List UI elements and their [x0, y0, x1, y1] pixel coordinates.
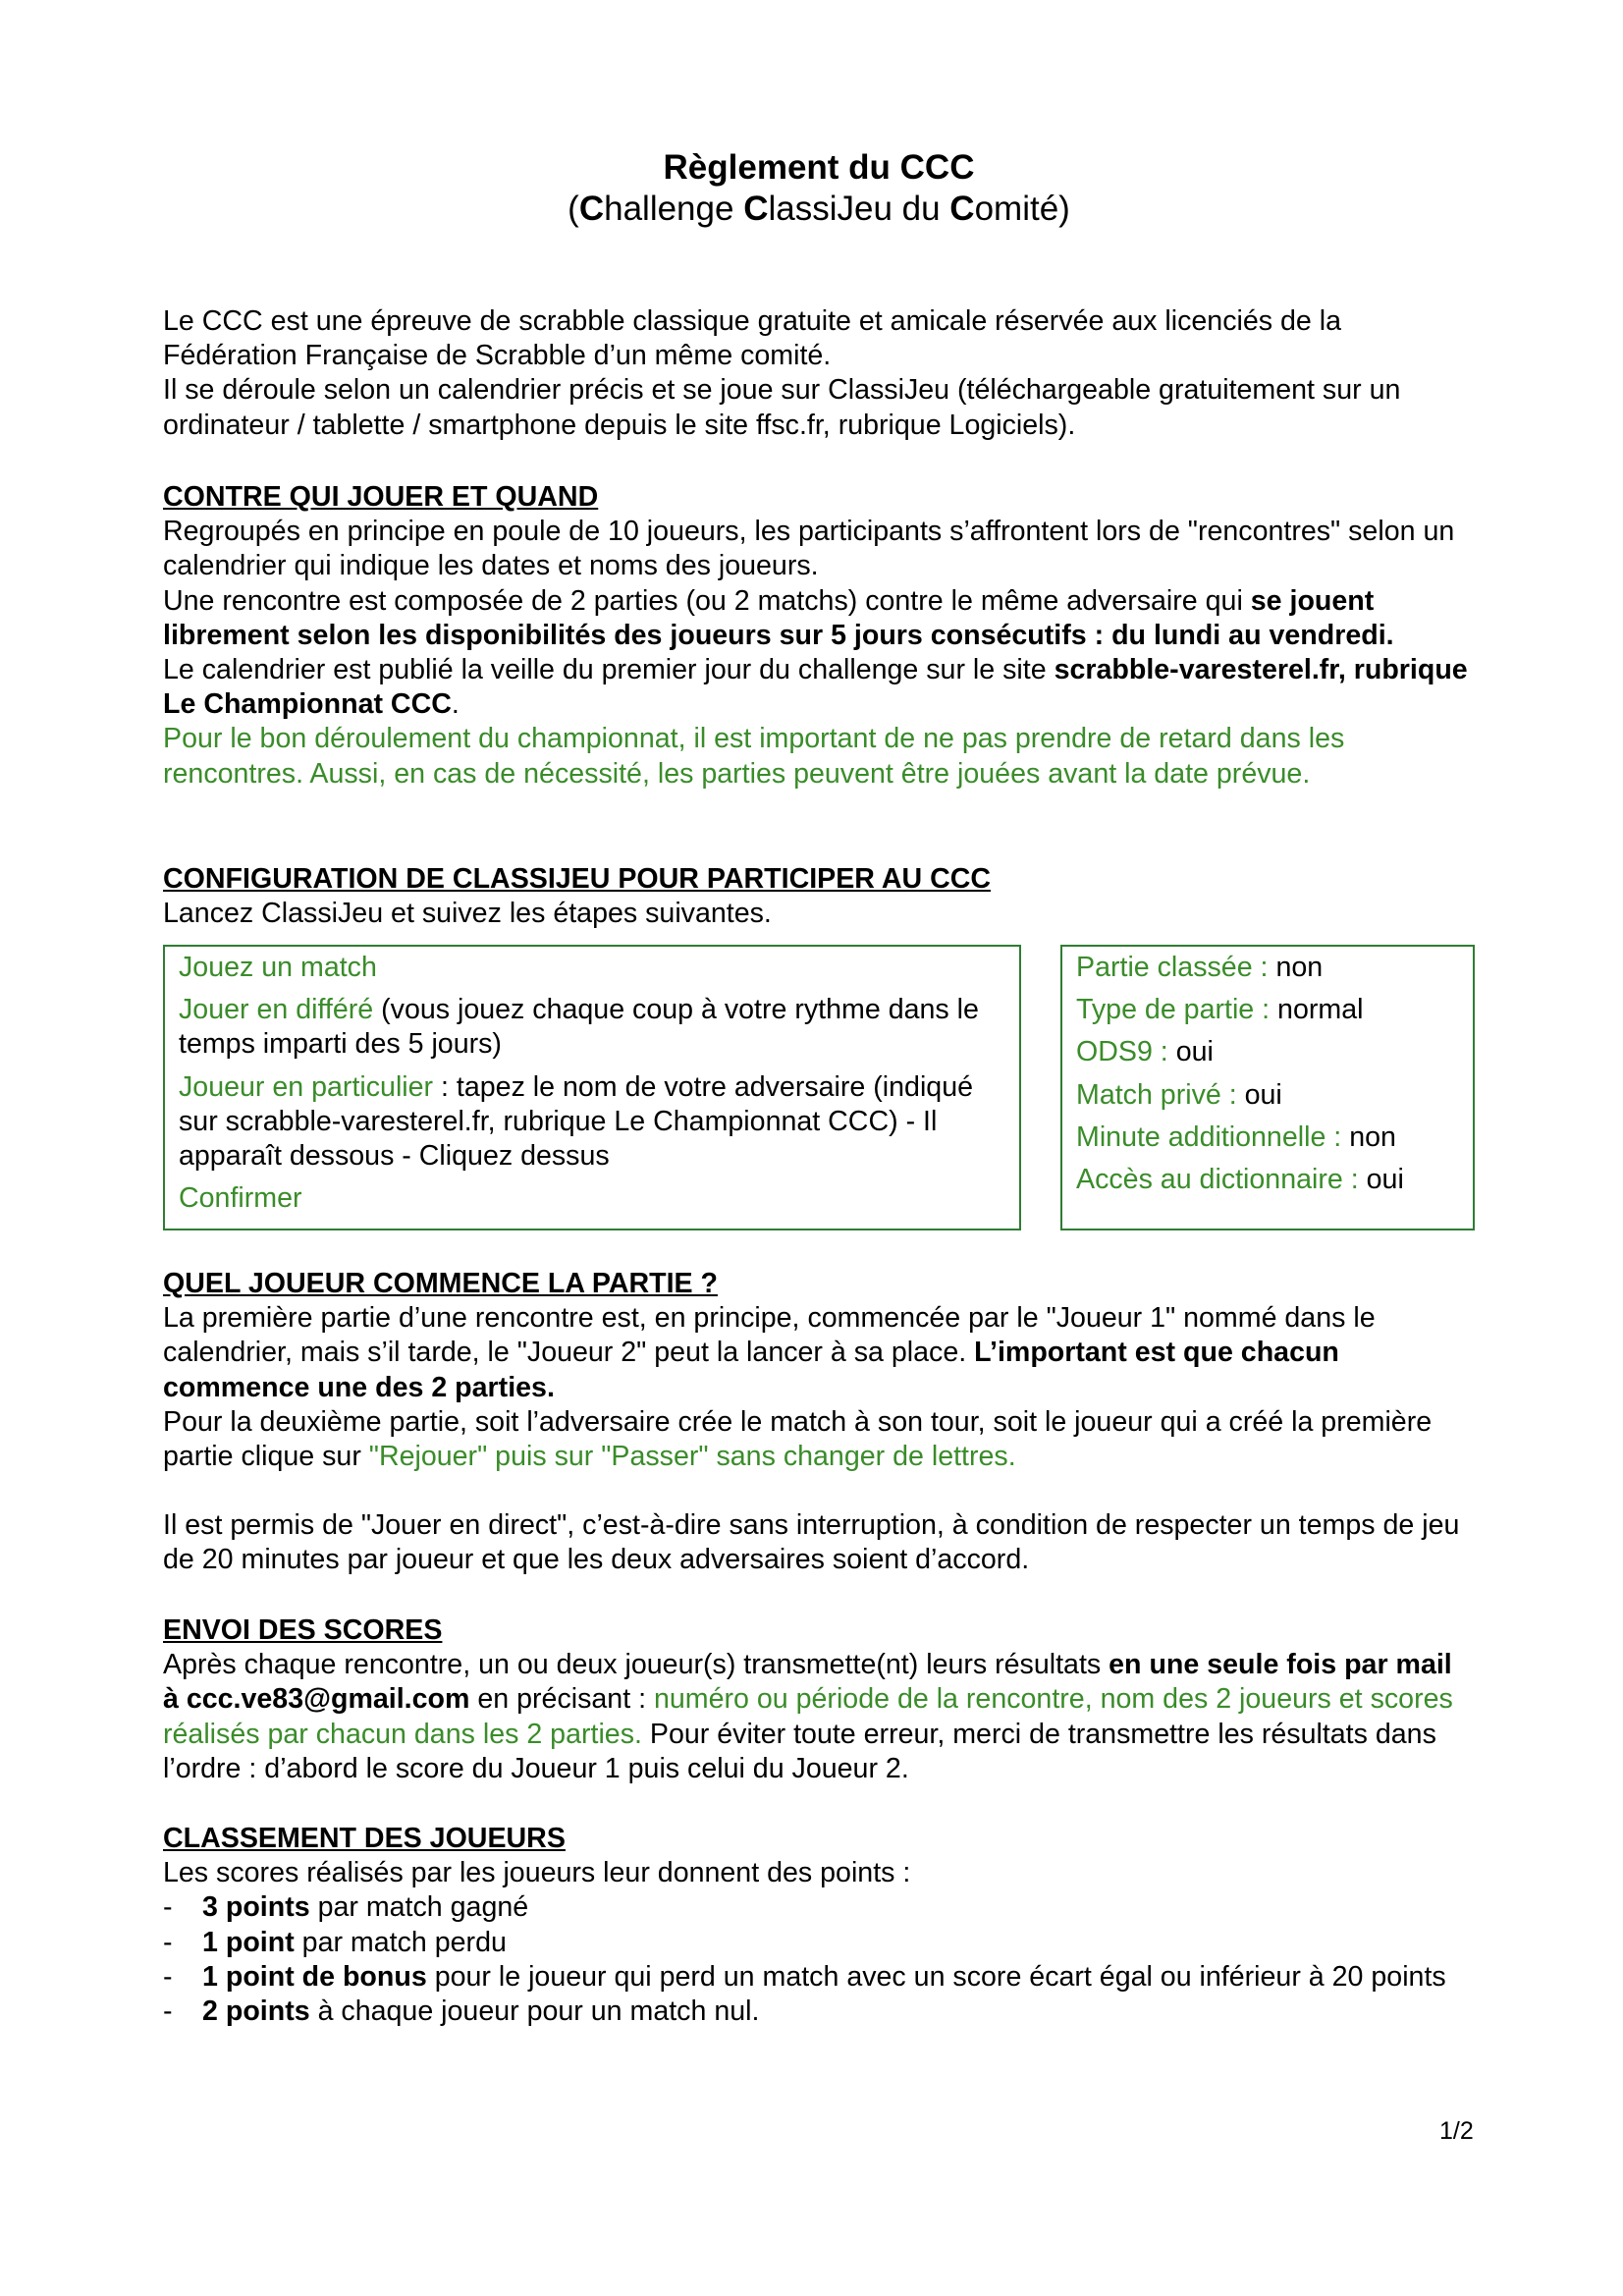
setting-row	[1076, 1078, 1459, 1113]
section-heading: CONFIGURATION DE CLASSIJEU POUR PARTICIPER AU CCC	[163, 863, 992, 895]
list-item-bold: 1 point de bonus	[202, 1960, 427, 1993]
step-deferred-text: (vous jouez chaque coup à votre rythme dans le temps imparti des 5 jours)	[179, 994, 979, 1061]
intro-section	[163, 304, 1475, 443]
section-classement	[163, 1822, 1475, 2029]
section4-p1-green: numéro ou période de la rencontre, nom des 2 joueurs et scores réalisés par chacun dans les 2 parties.	[163, 1683, 1453, 1750]
page-number: 1/2	[1439, 2117, 1474, 2145]
setting-value: non	[1349, 1121, 1396, 1153]
list-dash: -	[163, 1995, 173, 2028]
step-play-match: Jouez un match	[179, 952, 377, 983]
section4-p1-bold: en une seule fois par mail à ccc.ve83@gmail.com	[163, 1649, 1452, 1716]
section4-p1-text: Après chaque rencontre, un ou deux joueur(s) transmette(nt) leurs résultats	[163, 1649, 1109, 1681]
subtitle-open: (	[568, 190, 579, 228]
step-confirm: Confirmer	[179, 1182, 302, 1215]
section1-p2-text: Une rencontre est composée de 2 parties (ou 2 matchs) contre le même adversaire qui	[163, 584, 1251, 617]
section-heading: CLASSEMENT DES JOUEURS	[163, 1823, 566, 1854]
setting-label: ODS9 :	[1076, 1036, 1176, 1068]
list-dash: -	[163, 1960, 173, 1993]
document-subtitle	[163, 189, 1475, 230]
list-item-bold: 3 points	[202, 1891, 310, 1924]
step-deferred	[179, 993, 1005, 1062]
setting-row	[1076, 951, 1459, 985]
list-item-text: par match gagné	[309, 1891, 529, 1924]
section-configuration	[163, 862, 1475, 931]
config-steps-box	[163, 945, 1021, 1230]
setting-value: non	[1275, 952, 1324, 983]
step-specific-player-text: : tapez le nom de votre adversaire (indiqué sur scrabble-varesterel.fr, rubrique Le Championnat CCC) - Il apparaît dessous - Cliquez dessus	[179, 1070, 974, 1173]
section3-paragraph-3: Il est permis de "Jouer en direct", c’est-à-dire sans interruption, à condition de respecter un temps de jeu de 20 minutes par joueur et que les deux adversaires soient d’accord.	[163, 1509, 1460, 1576]
section3-p1-bold: L’important est que chacun commence une des 2 parties.	[163, 1337, 1339, 1403]
section1-paragraph-2	[163, 584, 1475, 653]
setting-label: Partie classée :	[1076, 952, 1276, 983]
setting-row	[1076, 1035, 1459, 1069]
list-item	[163, 1960, 1475, 1995]
section1-p3-text: Le calendrier est publié la veille du premier jour du challenge sur le site	[163, 654, 1055, 686]
list-item-text: pour le joueur qui perd un match avec un score écart égal ou inférieur à 20 points	[426, 1960, 1446, 1993]
section1-p3-bold: scrabble-varesterel.fr, rubrique Le Championnat CCC	[163, 654, 1468, 721]
list-item-bold: 2 points	[202, 1995, 310, 2028]
list-dash: -	[163, 1926, 173, 1958]
setting-row	[1076, 1121, 1459, 1155]
section2-paragraph-1: Lancez ClassiJeu et suivez les étapes suivantes.	[163, 898, 772, 930]
subtitle-letter-c3: C	[949, 190, 975, 228]
section4-paragraph-1	[163, 1648, 1475, 1786]
section5-paragraph-1: Les scores réalisés par les joueurs leur donnent des points :	[163, 1857, 911, 1889]
list-item	[163, 1890, 1475, 1925]
intro-paragraph-1: Le CCC est une épreuve de scrabble classique gratuite et amicale réservée aux licenciés de la Fédération Française de Scrabble d’un même comité.	[163, 305, 1342, 372]
document-title: Règlement du CCC	[663, 148, 975, 187]
list-item-text: à chaque joueur pour un match nul.	[309, 1995, 760, 2028]
section-envoi-scores	[163, 1613, 1475, 1786]
setting-value: oui	[1366, 1164, 1404, 1196]
setting-label: Minute additionnelle :	[1076, 1121, 1350, 1153]
intro-paragraph-2: Il se déroule selon un calendrier précis et se joue sur ClassiJeu (téléchargeable gratuitement sur un ordinateur / tablette / smartphone depuis le site ffsc.fr, rubrique Logiciels).	[163, 374, 1401, 441]
config-settings-box	[1060, 945, 1475, 1230]
list-item-bold: 1 point	[202, 1926, 295, 1958]
subtitle-word-1: hallenge	[604, 190, 744, 228]
step-specific-player-label: Joueur en particulier	[179, 1070, 434, 1103]
setting-row	[1076, 993, 1459, 1027]
section-heading: ENVOI DES SCORES	[163, 1614, 443, 1646]
setting-value: oui	[1244, 1078, 1282, 1111]
subtitle-letter-c2: C	[743, 190, 769, 228]
section-contre-qui	[163, 480, 1475, 792]
step-deferred-label: Jouer en différé	[179, 994, 374, 1026]
subtitle-letter-c1: C	[578, 190, 605, 228]
list-item	[163, 1995, 1475, 2029]
section3-paragraph-1	[163, 1301, 1475, 1405]
step-specific-player	[179, 1070, 1005, 1175]
setting-label: Type de partie :	[1076, 994, 1278, 1026]
points-list	[163, 1890, 1475, 2029]
section1-paragraph-1: Regroupés en principe en poule de 10 joueurs, les participants s’affrontent lors de "rencontres" selon un calendrier qui indique les dates et noms des joueurs.	[163, 516, 1455, 582]
section1-p3-end: .	[451, 688, 460, 721]
subtitle-word-2: lassiJeu du	[768, 190, 950, 228]
section1-p2-bold: se jouent librement selon les disponibilités des joueurs sur 5 jours consécutifs : du lundi au vendredi.	[163, 584, 1394, 651]
setting-row	[1076, 1163, 1459, 1197]
section4-p1-text-2: en précisant :	[469, 1683, 654, 1716]
setting-value: oui	[1175, 1036, 1214, 1068]
section3-p2-text: Pour la deuxième partie, soit l’adversaire crée le match à son tour, soit le joueur qui a créé la première partie clique sur	[163, 1405, 1433, 1473]
section-heading: CONTRE QUI JOUER ET QUAND	[163, 481, 599, 513]
setting-label: Accès au dictionnaire :	[1076, 1164, 1367, 1196]
setting-label: Match privé :	[1076, 1078, 1245, 1111]
setting-value: normal	[1277, 994, 1364, 1026]
title-block	[163, 147, 1475, 230]
subtitle-word-3: omité)	[974, 190, 1070, 228]
list-item-text: par match perdu	[294, 1926, 507, 1958]
section3-p2-green: "Rejouer" puis sur "Passer" sans changer de lettres.	[368, 1441, 1016, 1473]
list-item	[163, 1926, 1475, 1960]
section-heading: QUEL JOUEUR COMMENCE LA PARTIE ?	[163, 1268, 719, 1299]
section3-p1-text: La première partie d’une rencontre est, en principe, commencée par le "Joueur 1" nommé dans le calendrier, mais s’il tarde, le "Joueur 2" peut la lancer à sa place.	[163, 1302, 1376, 1369]
section1-paragraph-3	[163, 653, 1475, 722]
section-quel-joueur	[163, 1267, 1475, 1578]
list-dash: -	[163, 1891, 173, 1924]
section4-p1-end: Pour éviter toute erreur, merci de transmettre les résultats dans l’ordre : d’abord le score du Joueur 1 puis celui du Joueur 2.	[163, 1718, 1436, 1784]
section3-paragraph-2	[163, 1405, 1475, 1474]
section1-paragraph-4: Pour le bon déroulement du championnat, il est important de ne pas prendre de retard dans les rencontres. Aussi, en cas de nécessité, les parties peuvent être jouées avant la date prévue.	[163, 723, 1345, 790]
